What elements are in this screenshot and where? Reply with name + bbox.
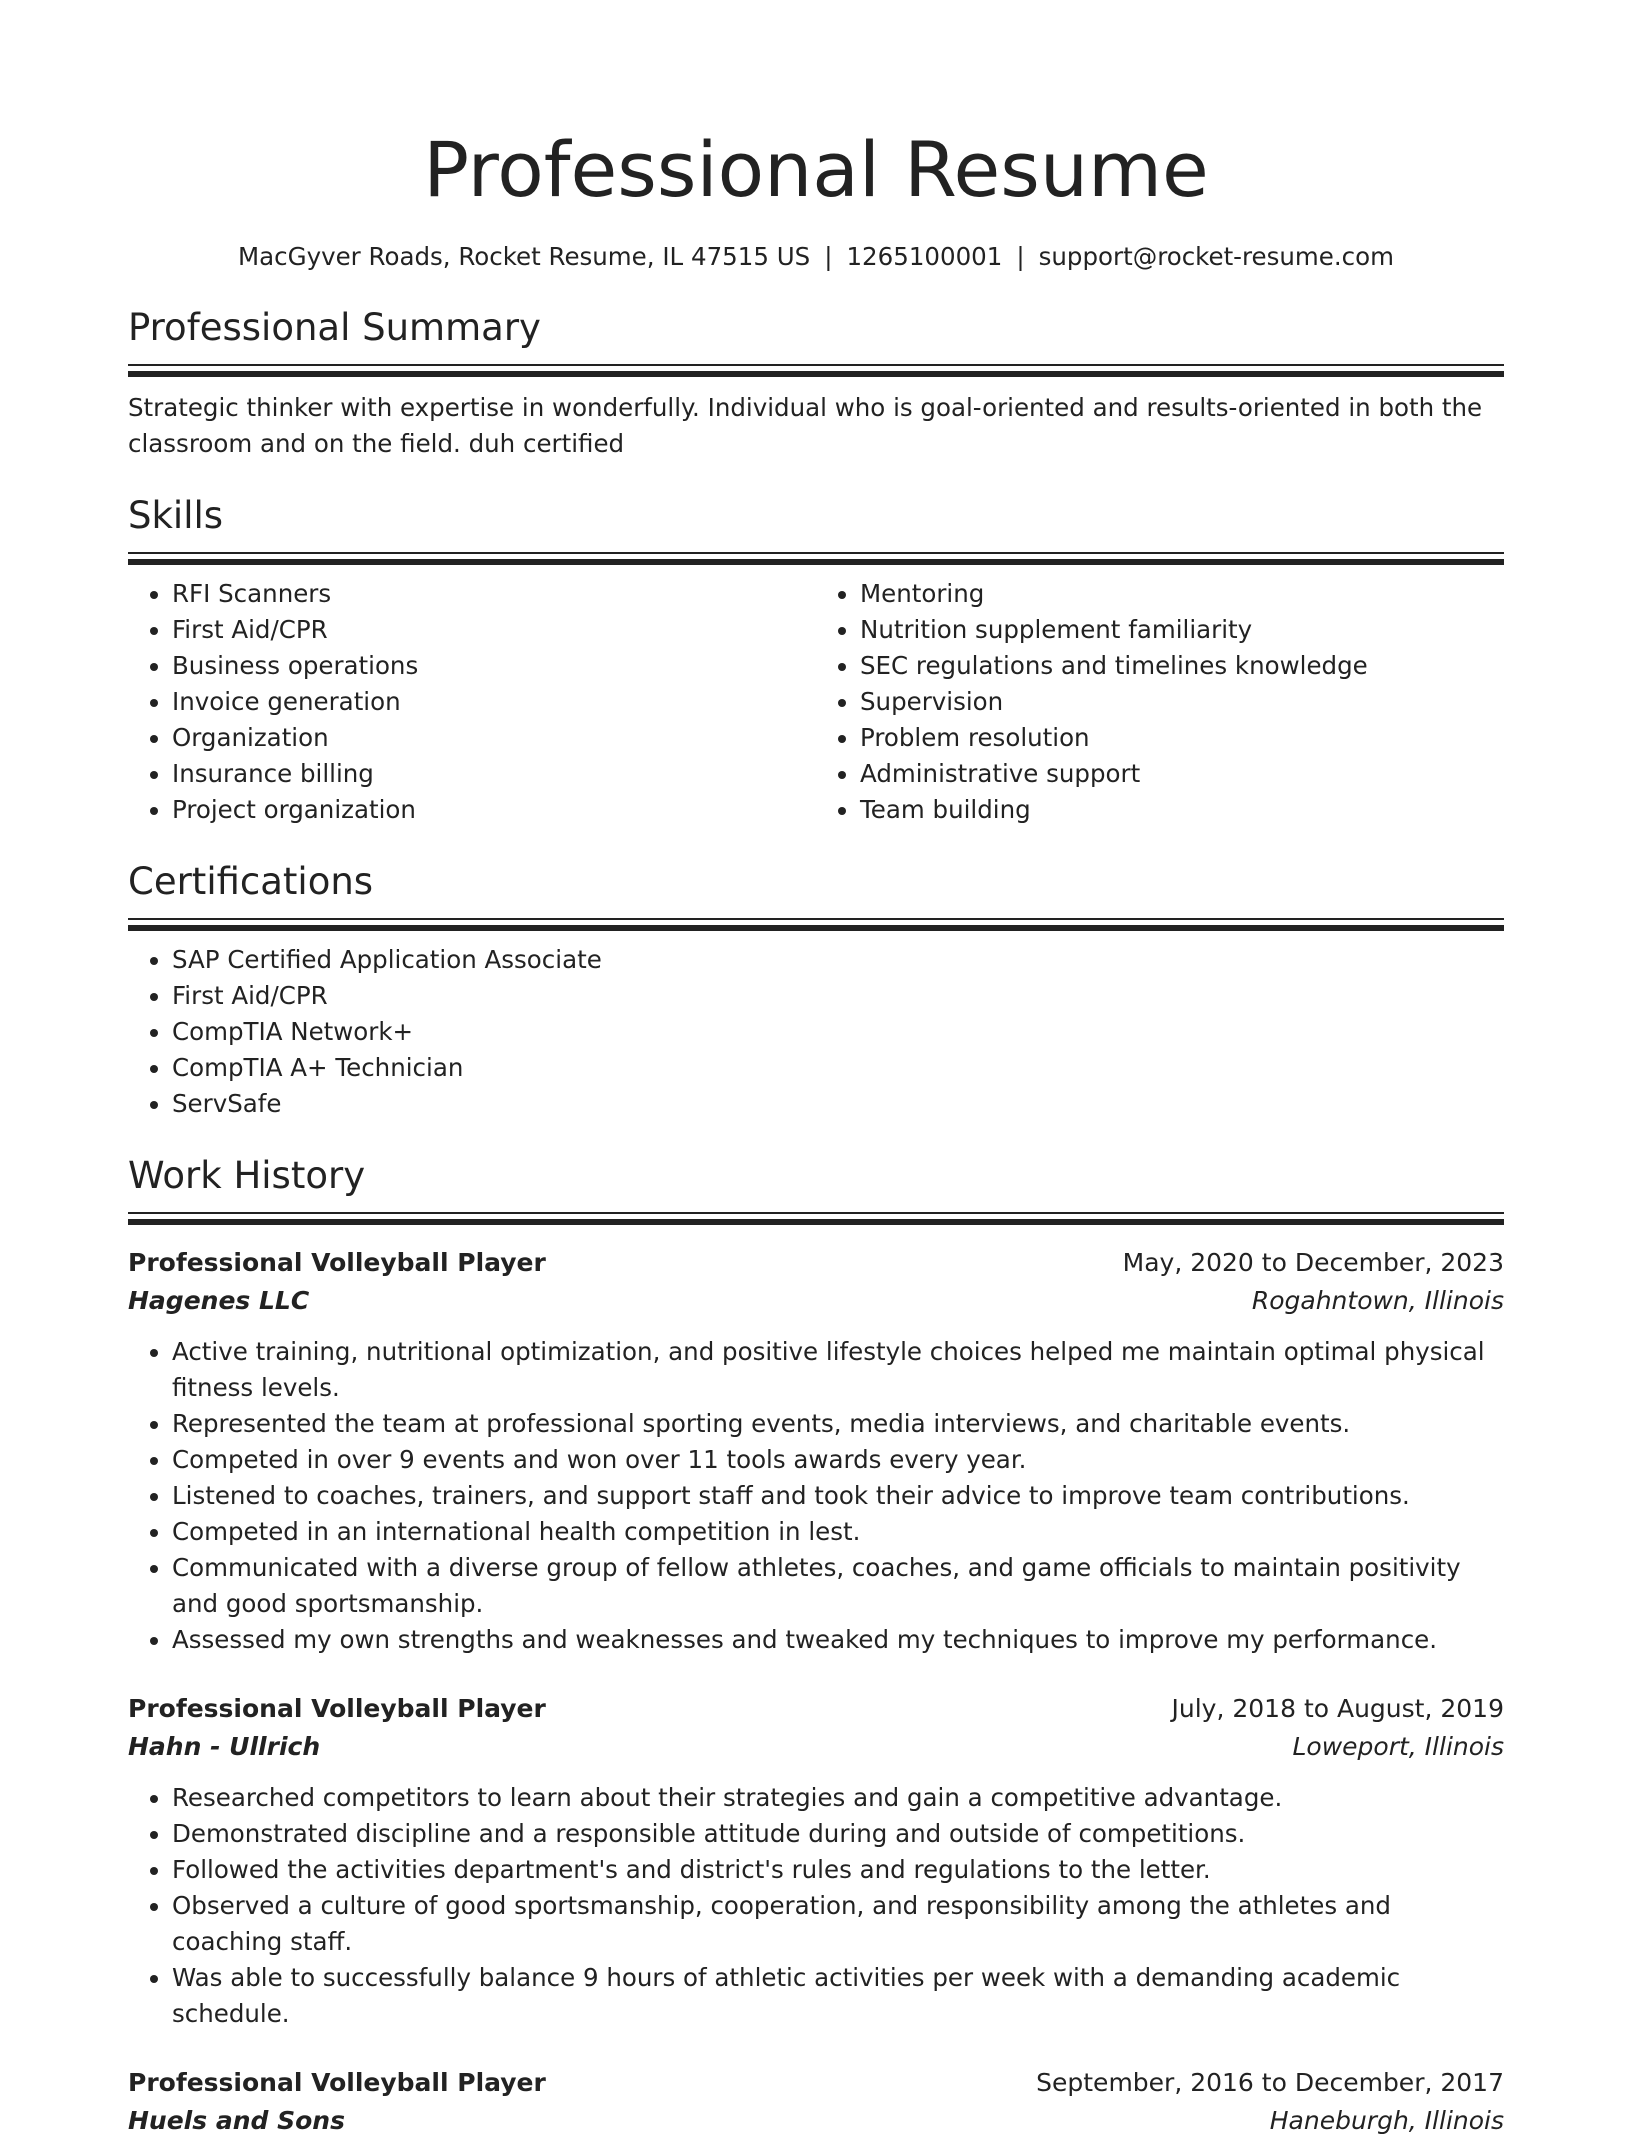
skill-item: • Nutrition supplement familiarity [860, 612, 1504, 648]
skill-item: • Administrative support [860, 756, 1504, 792]
job-company: Huels and Sons [128, 2106, 345, 2135]
certifications-list [128, 942, 1504, 1122]
job-bullet: • Was able to successfully balance 9 hours of athletic activities per week with a demanding academic schedule. [172, 1960, 1504, 2032]
job-entry [128, 1244, 1504, 1658]
job-bullet: • Communicated with a diverse group of fellow athletes, coaches, and game officials to maintain positivity and good sportsmanship. [172, 1550, 1504, 1622]
section-divider [128, 552, 1504, 566]
certification-item: • First Aid/CPR [172, 978, 1504, 1014]
skills-list-right [816, 576, 1504, 828]
contact-separator: | [1016, 242, 1025, 271]
skill-item: • Organization [172, 720, 816, 756]
contact-email: support@rocket-resume.com [1038, 242, 1394, 271]
summary-section [128, 304, 1504, 462]
skill-item: • Invoice generation [172, 684, 816, 720]
job-title: Professional Volleyball Player [128, 1248, 546, 1277]
section-title-work-history: Work History [128, 1154, 366, 1197]
job-location: Rogahntown, Illinois [1251, 1286, 1504, 1315]
job-bullet: • Observed a culture of good sportsmanship, cooperation, and responsibility among the athletes and coaching staff. [172, 1888, 1504, 1960]
skills-columns [128, 566, 1504, 828]
skill-item: • Supervision [860, 684, 1504, 720]
job-header-row [128, 1690, 1504, 1728]
skill-item: • Business operations [172, 648, 816, 684]
contact-line [128, 240, 1504, 274]
certification-item: • ServSafe [172, 1086, 1504, 1122]
certification-item: • SAP Certified Application Associate [172, 942, 1504, 978]
skill-item: • First Aid/CPR [172, 612, 816, 648]
job-dates: September, 2016 to December, 2017 [1036, 2068, 1504, 2097]
skill-item: • SEC regulations and timelines knowledge [860, 648, 1504, 684]
skill-item: • Project organization [172, 792, 816, 828]
resume-name: Professional Resume [423, 125, 1209, 214]
section-title-skills: Skills [128, 494, 224, 537]
job-bullet: • Demonstrated discipline and a responsible attitude during and outside of competitions. [172, 1816, 1504, 1852]
work-history-section [128, 1152, 1504, 2140]
section-divider [128, 1212, 1504, 1226]
job-header-row [128, 1244, 1504, 1282]
job-company-row [128, 1282, 1504, 1320]
contact-phone: 1265100001 [846, 242, 1003, 271]
job-bullet: • Competed in over 9 events and won over 11 tools awards every year. [172, 1442, 1504, 1478]
job-title: Professional Volleyball Player [128, 1694, 546, 1723]
job-company-row [128, 2102, 1504, 2140]
job-bullets [128, 1780, 1504, 2032]
job-entry [128, 1690, 1504, 2032]
job-bullet: • Assessed my own strengths and weaknesses and tweaked my techniques to improve my performance. [172, 1622, 1504, 1658]
section-divider [128, 918, 1504, 932]
certifications-section [128, 858, 1504, 1122]
certification-item: • CompTIA Network+ [172, 1014, 1504, 1050]
job-bullet: • Active training, nutritional optimization, and positive lifestyle choices helped me maintain optimal physical fitness levels. [172, 1334, 1504, 1406]
job-company-row [128, 1728, 1504, 1766]
job-bullets [128, 1334, 1504, 1658]
skill-item: • Team building [860, 792, 1504, 828]
certification-item: • CompTIA A+ Technician [172, 1050, 1504, 1086]
skill-item: • Problem resolution [860, 720, 1504, 756]
skill-item: • RFI Scanners [172, 576, 816, 612]
job-company: Hahn - Ullrich [128, 1732, 321, 1761]
summary-text: Strategic thinker with expertise in wonderfully. Individual who is goal-oriented and results-oriented in both the classroom and on the field. duh certified [128, 393, 1483, 458]
job-entry [128, 2064, 1504, 2140]
job-dates: May, 2020 to December, 2023 [1122, 1248, 1504, 1277]
job-location: Loweport, Illinois [1292, 1732, 1504, 1761]
job-company: Hagenes LLC [128, 1286, 310, 1315]
skill-item: • Insurance billing [172, 756, 816, 792]
job-bullet: • Researched competitors to learn about their strategies and gain a competitive advantage. [172, 1780, 1504, 1816]
job-dates: July, 2018 to August, 2019 [1171, 1694, 1504, 1723]
job-location: Haneburgh, Illinois [1269, 2106, 1504, 2135]
skills-list-left [128, 576, 816, 828]
job-bullet: • Competed in an international health competition in lest. [172, 1514, 1504, 1550]
skills-section [128, 492, 1504, 828]
contact-separator: | [824, 242, 833, 271]
skill-item: • Mentoring [860, 576, 1504, 612]
section-title-certifications: Certifications [128, 860, 374, 903]
job-header-row [128, 2064, 1504, 2102]
job-title: Professional Volleyball Player [128, 2068, 546, 2097]
job-bullet: • Followed the activities department's and district's rules and regulations to the letter. [172, 1852, 1504, 1888]
contact-address: MacGyver Roads, Rocket Resume, IL 47515 US [238, 242, 811, 271]
section-divider [128, 364, 1504, 378]
job-bullet: • Represented the team at professional sporting events, media interviews, and charitable events. [172, 1406, 1504, 1442]
job-bullet: • Listened to coaches, trainers, and support staff and took their advice to improve team contributions. [172, 1478, 1504, 1514]
section-title-summary: Professional Summary [128, 306, 541, 349]
